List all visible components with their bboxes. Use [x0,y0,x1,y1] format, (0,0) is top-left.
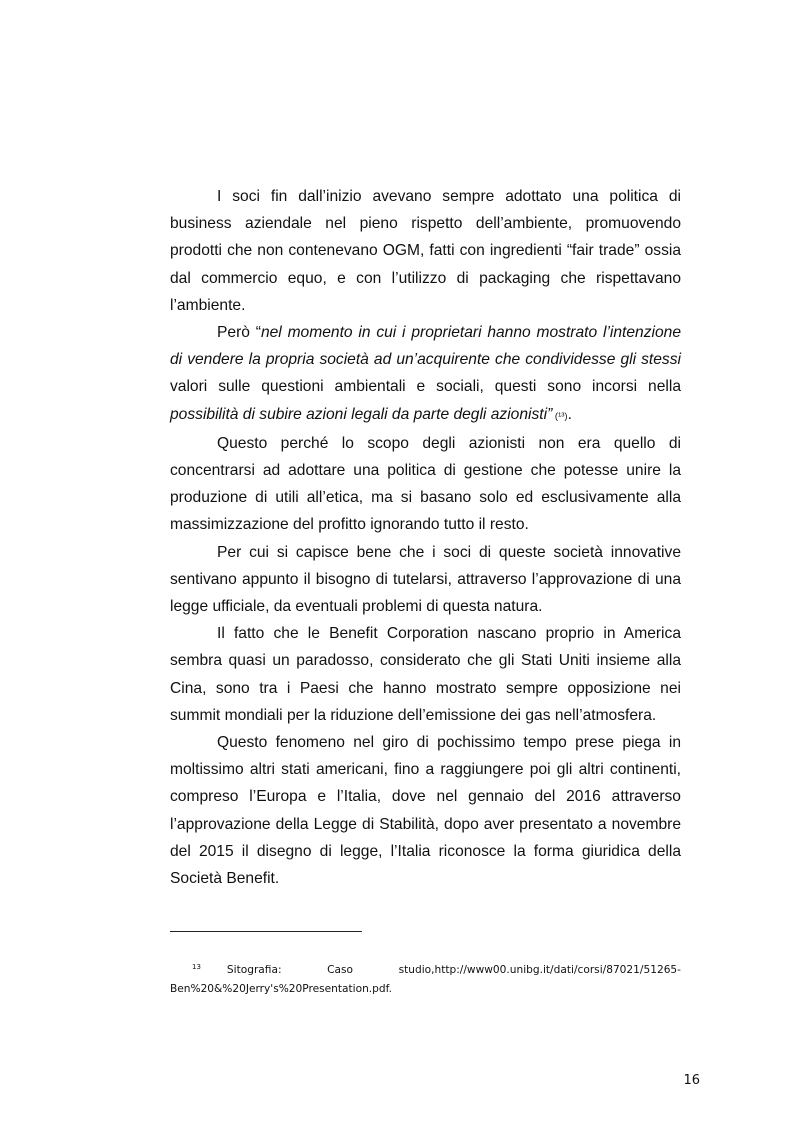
footnote [170,958,681,999]
footnote-reference[interactable]: (¹³) [552,410,568,422]
page-number: 16 [683,1073,700,1088]
paragraph-2-middle: valori sulle questioni ambientali e sociali, questi sono incorsi nella [170,378,681,396]
footnote-number: 13 [192,963,201,971]
paragraph-5: Il fatto che le Benefit Corporation nascano proprio in America sembra quasi un paradosso, considerato che gli Stati Uniti insieme alla Cina, sono tra i Paesi che hanno mostrato sempre opposizione nei summit mondiali per la riduzione dell’emissione dei gas nell’atmosfera. [170,625,681,724]
paragraph-6: Questo fenomeno nel giro di pochissimo tempo prese piega in moltissimo altri stati americani, fino a raggiungere poi gli altri continenti, compreso l’Europa e l’Italia, dove nel gennaio del 2016 attraverso l’approvazione della Legge di Stabilità, dopo aver presentato a novembre del 2015 il disegno di legge, l’Italia riconosce la forma giuridica della Società Benefit. [170,734,681,888]
paragraph-3: Questo perché lo scopo degli azionisti non era quello di concentrarsi ad adottare una politica di gestione che potesse unire la produzione di utili all’etica, ma si basano solo ed esclusivamente alla massimizzazione del profitto ignorando tutto il resto. [170,434,681,534]
body-text [170,183,681,892]
paragraph-2 [170,319,681,430]
paragraph-4: Per cui si capisce bene che i soci di queste società innovative sentivano appunto il bisogno di tutelarsi, attraverso l’approvazione di una legge ufficiale, da eventuali problemi di questa natura. [170,543,681,616]
paragraph-2-prefix: Però “ [217,324,261,342]
paragraph-1: I soci fin dall’inizio avevano sempre adottato una politica di business aziendale nel pieno rispetto dell’ambiente, promuovendo prodotti che non contenevano OGM, fatti con ingredienti “fair trade” ossia dal commercio equo, e con l’utilizzo di packaging che rispettavano l’ambiente. [170,188,681,314]
footnote-text[interactable]: Sitografia: Caso studio,http://www00.unibg.it/dati/corsi/87021/51265-Ben%20&%20Jerry's%20Presentation.pdf. [170,964,681,995]
paragraph-2-suffix: . [567,405,572,423]
footnote-separator [170,931,362,932]
quote-italic-1: nel momento in cui i proprietari hanno mostrato l’intenzione di vendere la propria società ad un’acquirente che condividesse gli stessi [170,324,681,369]
quote-italic-2: possibilità di subire azioni legali da parte degli azionisti” [170,405,553,423]
